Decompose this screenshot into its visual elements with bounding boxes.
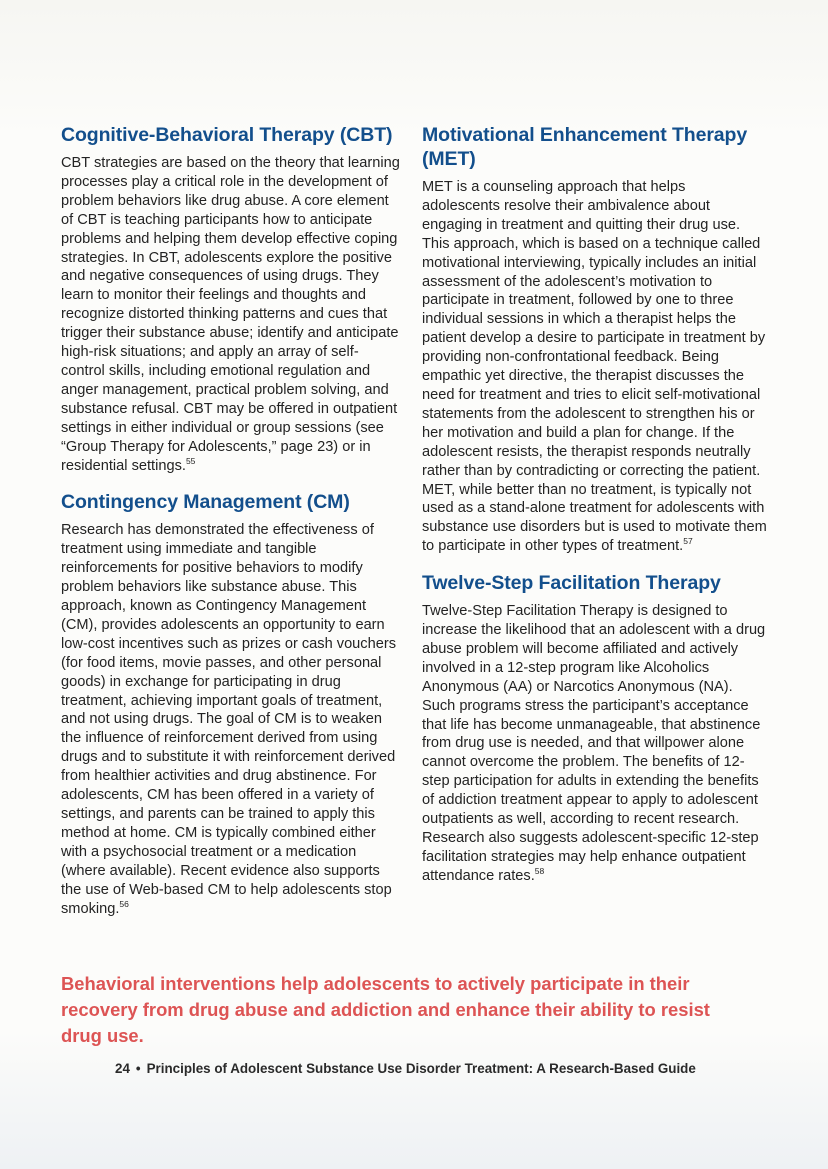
met-footnote-ref: 57 (683, 536, 693, 547)
met-heading: Motivational Enhancement Therapy (MET) (422, 124, 748, 170)
tsf-heading: Twelve-Step Facilitation Therapy (422, 572, 721, 595)
cm-footnote-ref: 56 (119, 898, 129, 909)
section-cm (61, 490, 401, 918)
cm-body-text: Research has demonstrated the effectiveness of treatment using immediate and tangible reinforcements for positive behaviors to modify problem behaviors like substance abuse. This approach, known as Contingency Management (CM), provides adolescents an opportunity to earn low-cost incentives such as prizes or cash vouchers (for food items, movie passes, and other personal goods) in exchange for participating in drug treatment, achieving important goals of treatment, and not using drugs. The goal of CM is to weaken the influence of reinforcement derived from using drugs and to substitute it with reinforcement derived from healthier activities and drug abstinence. For adolescents, CM has been offered in a variety of settings, and parents can be trained to apply this method at home. CM is typically combined either with a psychosocial treatment or a medication (where available). Recent evidence also supports the use of Web-based CM to help adolescents stop smoking. (61, 522, 396, 917)
page-number: 24 (115, 1061, 130, 1076)
tsf-body (422, 602, 767, 886)
section-met (422, 123, 767, 556)
cbt-heading: Cognitive-Behavioral Therapy (CBT) (61, 124, 393, 146)
page-footer (115, 1061, 755, 1076)
section-cbt (61, 123, 401, 475)
cbt-body (61, 154, 401, 475)
cbt-footnote-ref: 55 (185, 455, 196, 466)
tsf-body-text: Twelve-Step Facilitation Therapy is designed to increase the likelihood that an adolescent with a drug abuse problem will become affiliated and actively involved in a 12-step program like Alcoholics Anonymous (AA) or Narcotics Anonymous (NA). Such programs stress the participant’s acceptance that life has become unmanageable, that abstinence from drug use is needed, and that willpower alone cannot overcome the problem. The benefits of 12-step participation for adults in extending the benefits of addiction treatment appear to apply to adolescent outpatients as well, according to recent research. Research also suggests adolescent-specific 12-step facilitation strategies may help enhance outpatient attendance rates. (422, 603, 766, 884)
met-body-text: MET is a counseling approach that helps adolescents resolve their ambivalence about engaging in treatment and quitting their drug use. This approach, which is based on a technique called motivational interviewing, typically includes an initial assessment of the adolescent’s motivation to participate in treatment, followed by one to three individual sessions in which a therapist helps the patient develop a desire to participate in treatment by providing non-confrontational feedback. Being empathic yet directive, the therapist discusses the need for treatment and tries to elicit self-motivational statements from the adolescent to strengthen his or her motivation and build a plan for change. If the adolescent resists, the therapist responds neutrally rather than by contradicting or correcting the patient. MET, while better than no treatment, is typically not used as a stand-alone treatment for adolescents with substance use disorders but is used to motivate them to participate in other types of treatment. (422, 179, 767, 555)
section-tsf (422, 571, 767, 886)
tsf-footnote-ref: 58 (534, 865, 545, 876)
right-column (422, 123, 767, 886)
met-body (422, 178, 767, 556)
left-column (61, 123, 401, 918)
cm-body (61, 521, 401, 918)
pull-quote-callout: Behavioral interventions help adolescents to actively participate in their recovery from drug abuse and addiction and enhance their ability to resist drug use. (61, 973, 710, 1046)
cbt-body-text: CBT strategies are based on the theory that learning processes play a critical role in the development of problem behaviors like drug abuse. A core element of CBT is teaching participants how to anticipate problems and helping them develop effective coping strategies. In CBT, adolescents explore the positive and negative consequences of using drugs. They learn to monitor their feelings and thoughts and recognize distorted thinking patterns and cues that trigger their substance abuse; identify and anticipate high-risk situations; and apply an array of self-control skills, including emotional regulation and anger management, practical problem solving, and substance refusal. CBT may be offered in outpatient settings in either individual or group sessions (see “Group Therapy for Adolescents,” page 23) or in residential settings. (61, 155, 400, 474)
document-title: Principles of Adolescent Substance Use Disorder Treatment: A Research-Based Guide (146, 1061, 696, 1076)
cm-heading: Contingency Management (CM) (61, 491, 350, 514)
footer-separator: • (135, 1061, 141, 1076)
